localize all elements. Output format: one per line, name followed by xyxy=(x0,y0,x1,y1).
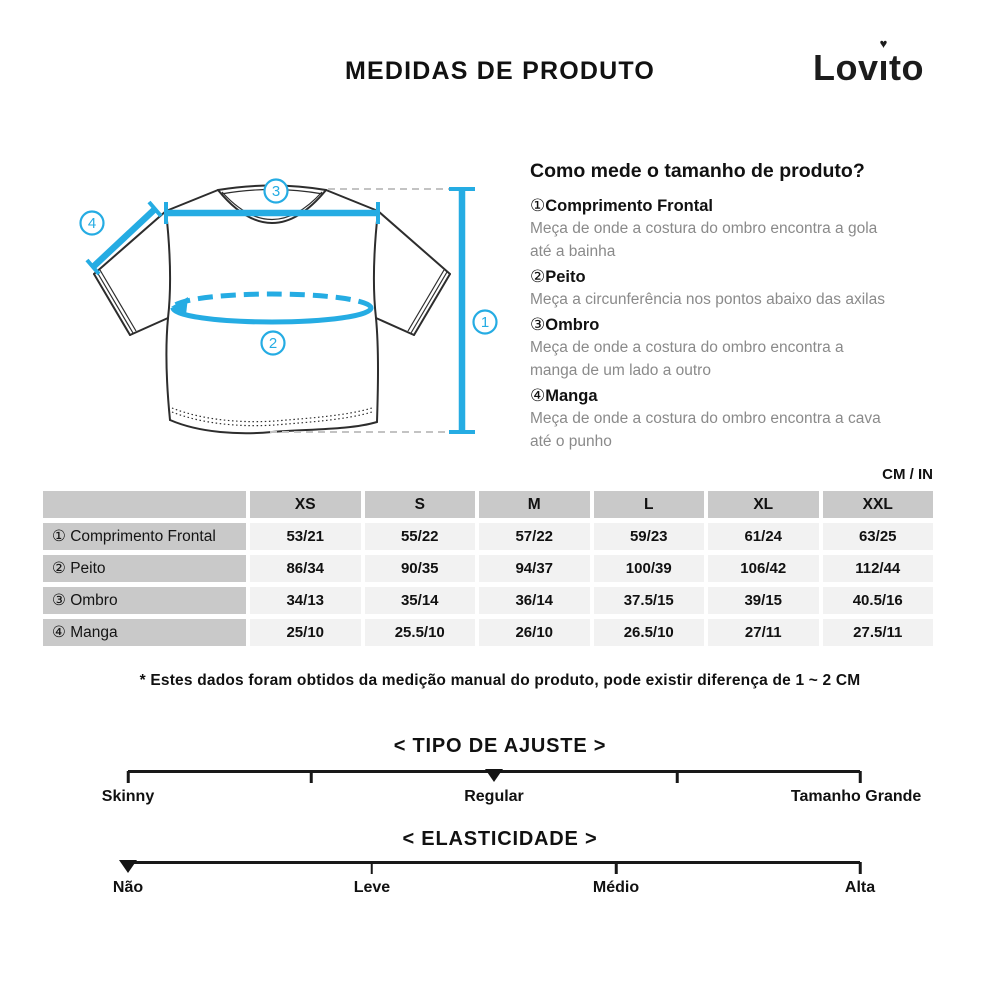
fit-scale-label: Regular xyxy=(464,788,524,805)
size-value: 90/35 xyxy=(365,555,476,582)
circled-number: ④ xyxy=(530,386,546,405)
elasticity-scale-label: Médio xyxy=(592,879,640,896)
shoulder-measure-line xyxy=(166,202,378,224)
brand-logo-part1: Lov xyxy=(813,47,879,88)
elasticity-scale-marker xyxy=(119,860,137,873)
size-value: 112/44 xyxy=(823,555,934,582)
chest-measure-ellipse xyxy=(171,294,371,322)
guide-item-desc-line: Meça de onde a costura do ombro encontra a xyxy=(530,339,844,356)
measurement-disclaimer: * Estes dados foram obtidos da medição manual do produto, pode existir diferença de 1 ~ 2 CM xyxy=(139,672,861,689)
size-col-header: XL xyxy=(708,491,819,518)
extension-dashed-lines xyxy=(270,189,455,432)
size-col-header: XS xyxy=(250,491,361,518)
circled-number: ③ xyxy=(530,315,546,334)
guide-heading: Como mede o tamanho de produto? xyxy=(530,160,865,182)
size-value: 57/22 xyxy=(479,523,590,550)
svg-text:3: 3 xyxy=(271,183,281,200)
page-title: MEDIDAS DE PRODUTO xyxy=(344,57,656,85)
size-value: 53/21 xyxy=(250,523,361,550)
callout-sleeve xyxy=(81,212,104,235)
size-value: 25/10 xyxy=(250,619,361,646)
scale-line xyxy=(128,861,860,864)
tshirt-measurement-diagram xyxy=(60,150,505,470)
scale-tick xyxy=(859,862,862,874)
size-value: 86/34 xyxy=(250,555,361,582)
size-value: 26/10 xyxy=(479,619,590,646)
guide-item-desc-line: até a bainha xyxy=(530,243,616,260)
fit-scale-title: < TIPO DE AJUSTE > xyxy=(393,735,607,757)
callout-chest xyxy=(262,332,285,355)
tshirt-diagram-svg xyxy=(60,150,505,470)
fit-scale-label: Tamanho Grande xyxy=(790,788,922,805)
guide-item-sleeve xyxy=(530,385,970,453)
svg-text:4: 4 xyxy=(87,215,97,232)
table-corner-cell xyxy=(43,491,246,518)
scale-tick xyxy=(615,862,618,874)
guide-item-title: ②Peito xyxy=(530,267,586,286)
callout-front-length xyxy=(474,311,497,334)
scale-tick xyxy=(127,771,130,783)
size-value: 55/22 xyxy=(365,523,476,550)
size-value: 27/11 xyxy=(708,619,819,646)
size-value: 59/23 xyxy=(594,523,705,550)
measure-guide-panel xyxy=(530,160,970,453)
guide-item-desc-line: manga de um lado a outro xyxy=(530,362,711,379)
guide-item-desc-line: Meça de onde a costura do ombro encontra a gola xyxy=(530,220,878,237)
brand-logo xyxy=(813,36,925,89)
guide-item-title: ①Comprimento Frontal xyxy=(530,196,713,215)
guide-item-desc-line: Meça de onde a costura do ombro encontra a cava xyxy=(530,410,881,427)
scale-tick xyxy=(310,771,313,783)
guide-item-title: ④Manga xyxy=(530,386,598,405)
elasticity-scale-label: Não xyxy=(112,879,144,896)
heart-icon: ♥ xyxy=(879,36,888,51)
size-col-header: XXL xyxy=(823,491,934,518)
guide-item-desc-line: até o punho xyxy=(530,433,612,450)
scale-tick xyxy=(371,862,374,874)
size-value: 94/37 xyxy=(479,555,590,582)
size-value: 40.5/16 xyxy=(823,587,934,614)
elasticity-scale-label: Alta xyxy=(844,879,876,896)
elasticity-scale xyxy=(112,861,876,906)
size-value: 63/25 xyxy=(823,523,934,550)
size-value: 106/42 xyxy=(708,555,819,582)
size-table xyxy=(43,491,933,646)
svg-text:1: 1 xyxy=(480,314,490,331)
size-value: 34/13 xyxy=(250,587,361,614)
size-col-header: L xyxy=(594,491,705,518)
circled-number: ② xyxy=(530,267,546,286)
scale-tick xyxy=(859,771,862,783)
front-length-measure-line xyxy=(449,189,475,432)
guide-item-chest xyxy=(530,266,970,311)
tshirt-outline xyxy=(94,186,450,434)
row-label: ③ Ombro xyxy=(43,587,246,614)
size-value: 61/24 xyxy=(708,523,819,550)
scale-tick xyxy=(676,771,679,783)
size-value: 25.5/10 xyxy=(365,619,476,646)
row-label: ② Peito xyxy=(43,555,246,582)
guide-item-desc-line: Meça a circunferência nos pontos abaixo das axilas xyxy=(530,291,885,308)
circled-number: ① xyxy=(530,196,546,215)
size-col-header: S xyxy=(365,491,476,518)
size-value: 26.5/10 xyxy=(594,619,705,646)
row-label: ④ Manga xyxy=(43,619,246,646)
size-value: 36/14 xyxy=(479,587,590,614)
fit-scale xyxy=(101,770,922,815)
guide-item-front-length xyxy=(530,195,970,263)
brand-logo-part2: to xyxy=(889,47,925,88)
size-value: 39/15 xyxy=(708,587,819,614)
elasticity-scale-label: Leve xyxy=(353,879,391,896)
fit-scale-marker xyxy=(485,769,503,782)
size-value: 100/39 xyxy=(594,555,705,582)
callout-shoulder xyxy=(265,180,288,203)
size-col-header: M xyxy=(479,491,590,518)
guide-item-title: ③Ombro xyxy=(530,315,600,334)
row-label: ① Comprimento Frontal xyxy=(43,523,246,550)
guide-item-shoulder xyxy=(530,314,970,382)
svg-text:2: 2 xyxy=(268,335,278,352)
size-value: 27.5/11 xyxy=(823,619,934,646)
elasticity-scale-title: < ELASTICIDADE > xyxy=(402,828,598,850)
units-label: CM / IN xyxy=(882,466,933,483)
brand-logo-i: ı ♥ xyxy=(878,36,890,88)
fit-scale-label: Skinny xyxy=(101,788,155,805)
size-value: 37.5/15 xyxy=(594,587,705,614)
size-value: 35/14 xyxy=(365,587,476,614)
